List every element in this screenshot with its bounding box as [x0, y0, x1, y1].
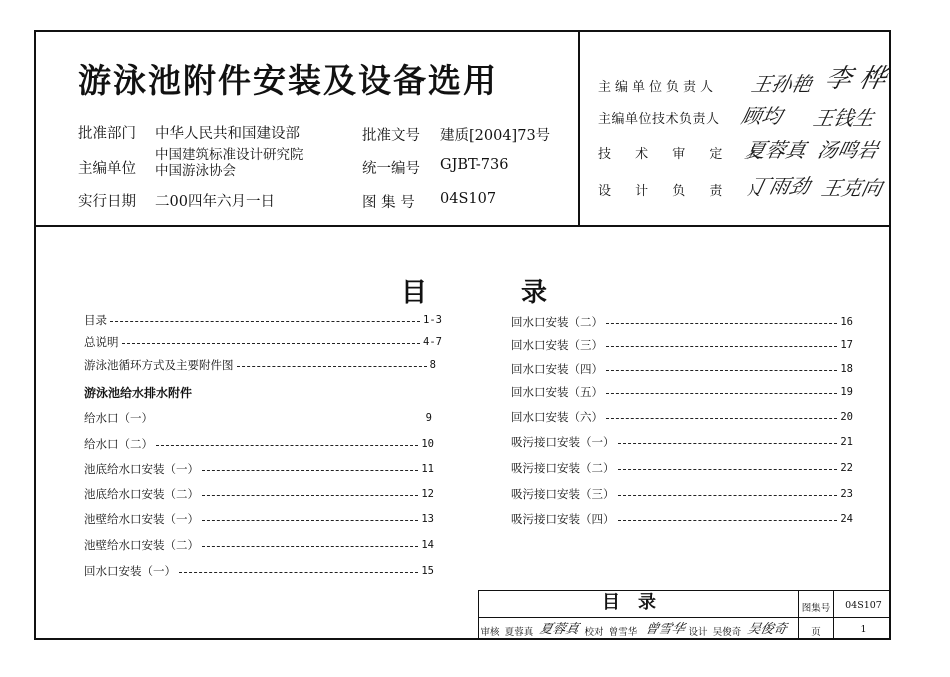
header-divider	[34, 225, 891, 227]
toc-item-page: 17	[840, 339, 853, 351]
toc-item	[84, 410, 432, 426]
toc-item	[84, 461, 434, 477]
toc-item-page: 12	[421, 488, 434, 500]
editor-unit-value-2: 中国游泳协会	[155, 163, 236, 179]
approve-dept-label: 批准部门	[78, 126, 136, 142]
toc-item-page: 18	[840, 363, 853, 375]
toc-leader	[202, 520, 418, 521]
toc-item-label: 池壁给水口安装（一）	[84, 512, 199, 526]
effective-date-label: 实行日期	[78, 194, 136, 210]
toc-item	[511, 511, 853, 527]
atlas-no-label: 图 集 号	[362, 195, 415, 211]
toc-item-page: 16	[840, 316, 853, 328]
toc-leader	[122, 343, 421, 344]
toc-item-label: 吸污接口安装（一）	[511, 435, 615, 449]
toc-item	[511, 361, 853, 377]
title-block-title: 目录	[602, 592, 674, 613]
design-name: 吴俊奇	[712, 627, 742, 638]
toc-item	[511, 486, 853, 502]
toc-item-label: 游泳池循环方式及主要附件图	[84, 358, 234, 372]
toc-item-label: 回水口安装（六）	[511, 410, 603, 424]
toc-item-label: 回水口安装（三）	[511, 338, 603, 352]
toc-leader	[606, 346, 837, 347]
toc-item-label: 给水口（二）	[84, 437, 153, 451]
toc-item-label: 吸污接口安装（三）	[511, 487, 615, 501]
toc-leader	[606, 393, 837, 394]
responsible-label-3: 技 术 审 定 人	[598, 147, 770, 162]
signature-2a: 顾均	[739, 104, 785, 128]
toc-item	[84, 312, 442, 328]
toc-leader	[606, 323, 837, 324]
title-block-div-1	[798, 590, 799, 640]
effective-date-value: 二00四年六月一日	[155, 194, 275, 210]
toc-item-page: 24	[840, 513, 853, 525]
toc-item-label: 池底给水口安装（一）	[84, 462, 199, 476]
title-block-page-label: 页	[811, 627, 821, 638]
unified-no-label: 统一编号	[362, 161, 420, 177]
check-signature: 曾雪华	[643, 622, 687, 637]
approve-doc-value: 建质[2004]73号	[440, 128, 551, 144]
editor-unit-value-1: 中国建筑标准设计研究院	[155, 147, 304, 163]
signature-4a: 丁雨劲	[747, 174, 813, 198]
check-label: 校对	[584, 627, 604, 638]
toc-leader	[202, 546, 418, 547]
toc-leader	[618, 443, 838, 444]
toc-item-page: 19	[840, 386, 853, 398]
approve-doc-label: 批准文号	[362, 128, 420, 144]
atlas-title: 游泳池附件安装及设备选用	[78, 61, 498, 100]
toc-item-page: 11	[421, 463, 434, 475]
toc-item	[511, 314, 853, 330]
title-block-div-2	[833, 590, 834, 640]
toc-item	[84, 436, 434, 452]
toc-item	[84, 486, 434, 502]
toc-leader	[202, 470, 418, 471]
toc-item	[84, 563, 434, 579]
responsible-label-4: 设 计 负 责 人	[598, 184, 770, 199]
review-name: 夏蓉真	[504, 627, 534, 638]
toc-leader	[156, 445, 418, 446]
toc-item-page: 10	[421, 438, 434, 450]
signature-2b: 王钱生	[811, 106, 877, 130]
responsible-label-1: 主编单位负责人	[598, 80, 718, 95]
header-split	[578, 30, 580, 226]
review-label: 审核	[480, 627, 500, 638]
title-block-atlas-label: 图集号	[801, 603, 831, 614]
toc-item	[511, 384, 853, 400]
review-signature: 夏蓉真	[537, 622, 581, 637]
toc-item	[84, 511, 434, 527]
toc-item	[84, 537, 434, 553]
toc-item-label: 回水口安装（二）	[511, 315, 603, 329]
toc-item-label: 目录	[84, 313, 107, 327]
atlas-no-value: 04S107	[440, 191, 497, 207]
toc-leader	[237, 366, 427, 367]
toc-section-heading: 游泳池给水排水附件	[84, 386, 193, 400]
design-signature: 吴俊奇	[745, 622, 789, 637]
approve-dept-value: 中华人民共和国建设部	[155, 126, 300, 142]
design-label: 设计	[688, 627, 708, 638]
toc-heading-right: 录	[521, 278, 548, 308]
toc-item-label: 池壁给水口安装（二）	[84, 538, 199, 552]
toc-item-label: 回水口安装（五）	[511, 385, 603, 399]
toc-item	[511, 460, 853, 476]
signature-3a: 夏蓉真	[743, 138, 809, 162]
toc-leader	[618, 495, 838, 496]
toc-item-page: 22	[840, 462, 853, 474]
toc-item-page: 9	[425, 412, 432, 424]
toc-item-page: 13	[421, 513, 434, 525]
toc-leader	[618, 520, 838, 521]
toc-item	[84, 334, 442, 350]
toc-item-label: 吸污接口安装（四）	[511, 512, 615, 526]
signature-1b: 李 桦	[822, 64, 889, 94]
toc-item-label: 回水口安装（一）	[84, 564, 176, 578]
responsible-label-2: 主编单位技术负责人	[598, 112, 720, 127]
title-block-page-value: 1	[860, 624, 867, 635]
toc-item	[511, 434, 853, 450]
toc-leader	[110, 321, 420, 322]
toc-leader	[606, 418, 837, 419]
toc-item	[511, 337, 853, 353]
toc-leader	[179, 572, 418, 573]
toc-item-label: 总说明	[84, 335, 119, 349]
toc-item-label: 池底给水口安装（二）	[84, 487, 199, 501]
toc-item-label: 给水口（一）	[84, 411, 153, 425]
toc-item-page: 21	[840, 436, 853, 448]
toc-item-page: 14	[421, 539, 434, 551]
toc-item-page: 15	[421, 565, 434, 577]
toc-item-label: 回水口安装（四）	[511, 362, 603, 376]
toc-item	[511, 409, 853, 425]
unified-no-value: GJBT-736	[440, 157, 509, 173]
check-name: 曾雪华	[608, 627, 638, 638]
signature-1a: 王孙艳	[749, 72, 815, 96]
toc-leader	[202, 495, 418, 496]
toc-leader	[606, 370, 837, 371]
toc-item-page: 1-3	[423, 314, 442, 326]
signature-3b: 汤鸣岩	[815, 138, 881, 162]
toc-item	[84, 357, 436, 373]
toc-item-page: 8	[429, 359, 436, 371]
toc-heading-left: 目	[401, 278, 428, 308]
toc-item-page: 20	[840, 411, 853, 423]
title-block-atlas-value: 04S107	[845, 600, 882, 611]
editor-unit-label: 主编单位	[78, 161, 136, 177]
signature-4b: 王克向	[819, 176, 885, 200]
toc-item-label: 吸污接口安装（二）	[511, 461, 615, 475]
toc-leader	[618, 469, 838, 470]
toc-item-page: 23	[840, 488, 853, 500]
toc-item-page: 4-7	[423, 336, 442, 348]
